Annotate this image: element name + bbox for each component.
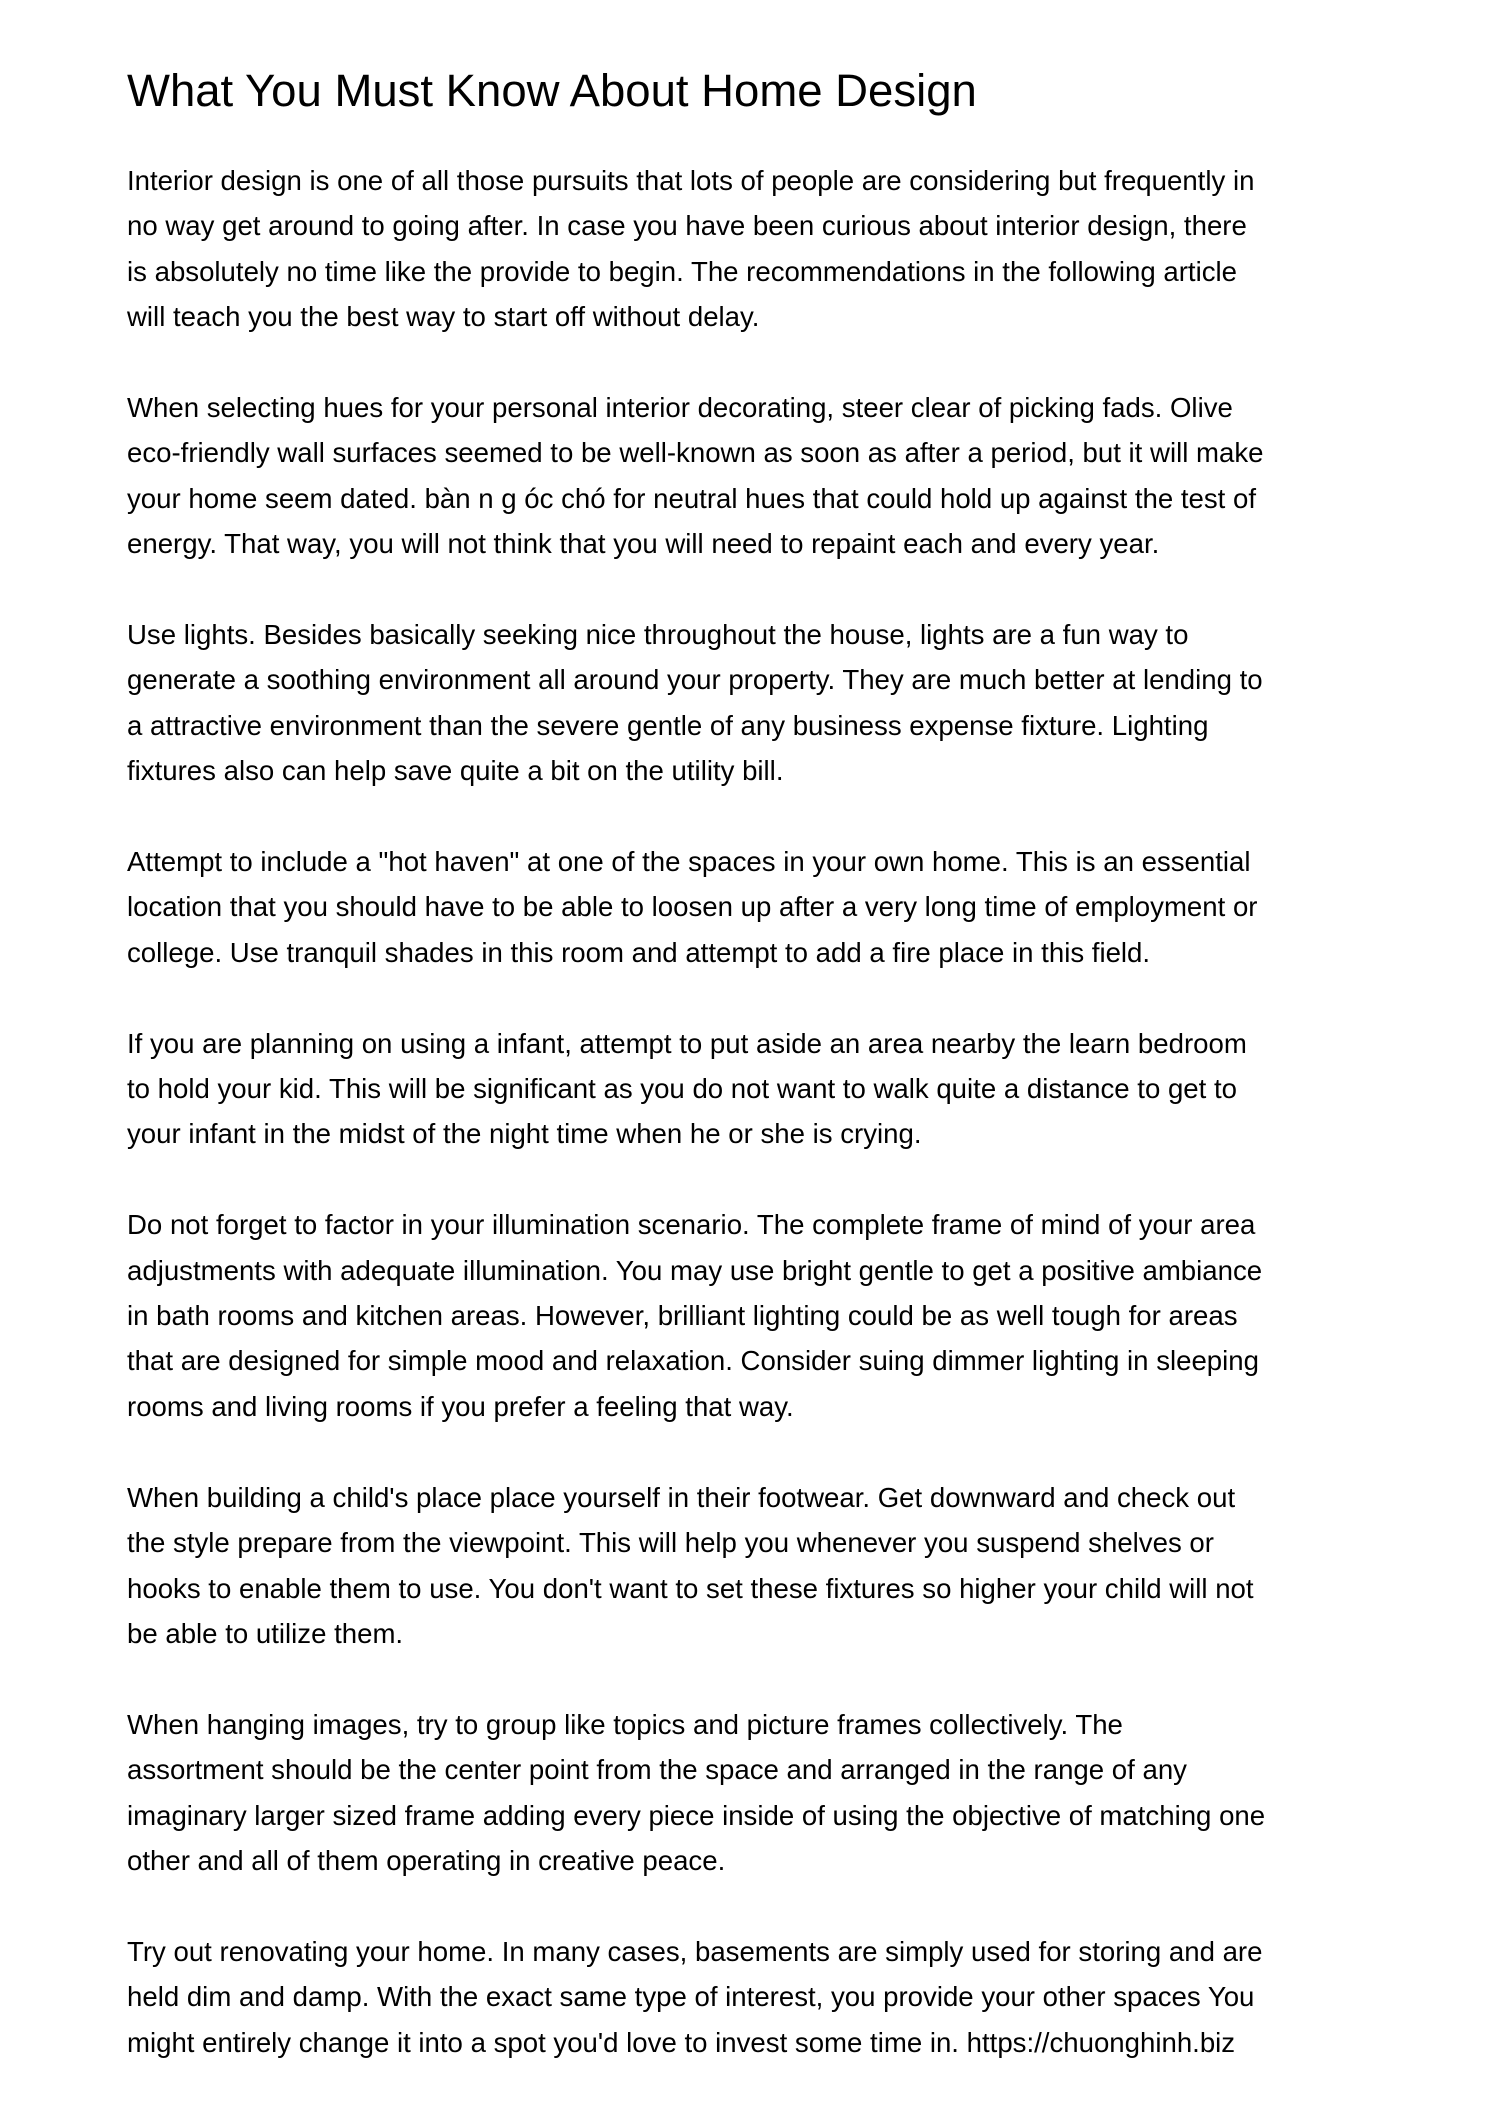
paragraph-line: energy. That way, you will not think that you will need to repaint each and every year. [127,528,1160,560]
paragraph-infant [127,1021,1389,1157]
paragraph-line: Interior design is one of all those pursuits that lots of people are considering but frequently in [127,165,1255,196]
paragraph-line: When building a child's place place yourself in their footwear. Get downward and check out [127,1481,1236,1513]
paragraph-line: generate a soothing environment all around your property. They are much better at lending to [127,664,1263,696]
paragraph-line: Use lights. Besides basically seeking nice throughout the house, lights are a fun way to [127,619,1189,651]
document-title: What You Must Know About Home Design [127,65,977,116]
paragraph-line: to hold your kid. This will be significant as you do not want to walk quite a distance to get to [127,1073,1238,1105]
paragraph-line: Do not forget to factor in your illumination scenario. The complete frame of mind of your area [127,1209,1256,1241]
document-body [127,158,1389,2065]
paragraph-line: rooms and living rooms if you prefer a feeling that way. [127,1390,794,1422]
document-page [127,0,1389,2110]
paragraph-lights [127,612,1389,794]
paragraph-line: assortment should be the center point from the space and arranged in the range of any [127,1754,1187,1786]
paragraph-haven [127,839,1389,975]
paragraph-line: imaginary larger sized frame adding every piece inside of using the objective of matching one [127,1799,1266,1831]
paragraph-line: When selecting hues for your personal interior decorating, steer clear of picking fads. Olive [127,392,1233,424]
paragraph-line: that are designed for simple mood and relaxation. Consider suing dimmer lighting in sleeping [127,1345,1259,1377]
paragraph-line: eco-friendly wall surfaces seemed to be well-known as soon as after a period, but it will make [127,437,1264,469]
paragraph-line: no way get around to going after. In case you have been curious about interior design, there [127,210,1247,242]
paragraph-line: fixtures also can help save quite a bit on the utility bill. [127,755,784,787]
paragraph-intro [127,158,1389,340]
paragraph-line: When hanging images, try to group like topics and picture frames collectively. The [127,1708,1123,1740]
paragraph-line: other and all of them operating in creative peace. [127,1844,726,1876]
paragraph-line: college. Use tranquil shades in this room and attempt to add a fire place in this field. [127,936,1151,968]
paragraph-line: the style prepare from the viewpoint. This will help you whenever you suspend shelves or [127,1527,1214,1559]
paragraph-renovating [127,1929,1389,2065]
paragraph-line: your home seem dated. bàn n g óc chó for neutral hues that could hold up against the test of [127,482,1257,514]
paragraph-hues [127,385,1389,567]
paragraph-hanging-images [127,1702,1389,1884]
paragraph-child-room [127,1475,1389,1657]
paragraph-line: held dim and damp. With the exact same type of interest, you provide your other spaces You [127,1981,1255,2013]
paragraph-line: location that you should have to be able to loosen up after a very long time of employment or [127,891,1258,923]
paragraph-line: adjustments with adequate illumination. You may use bright gentle to get a positive ambiance [127,1254,1263,1286]
paragraph-line: be able to utilize them. [127,1617,404,1649]
paragraph-line: is absolutely no time like the provide to begin. The recommendations in the following article [127,255,1237,287]
paragraph-line: Try out renovating your home. In many cases, basements are simply used for storing and are [127,1935,1263,1967]
paragraph-line: your infant in the midst of the night time when he or she is crying. [127,1118,922,1150]
paragraph-line: will teach you the best way to start off without delay. [127,301,760,333]
paragraph-illumination [127,1202,1389,1429]
paragraph-line: might entirely change it into a spot you'd love to invest some time in. https://chuonghinh.biz [127,2026,1236,2058]
paragraph-line: in bath rooms and kitchen areas. However, brilliant lighting could be as well tough for areas [127,1300,1238,1332]
paragraph-line: Attempt to include a "hot haven" at one of the spaces in your own home. This is an essential [127,846,1251,878]
paragraph-line: hooks to enable them to use. You don't want to set these fixtures so higher your child will not [127,1572,1254,1604]
paragraph-line: a attractive environment than the severe gentle of any business expense fixture. Lighting [127,709,1209,741]
paragraph-line: If you are planning on using a infant, attempt to put aside an area nearby the learn bedroom [127,1027,1247,1059]
